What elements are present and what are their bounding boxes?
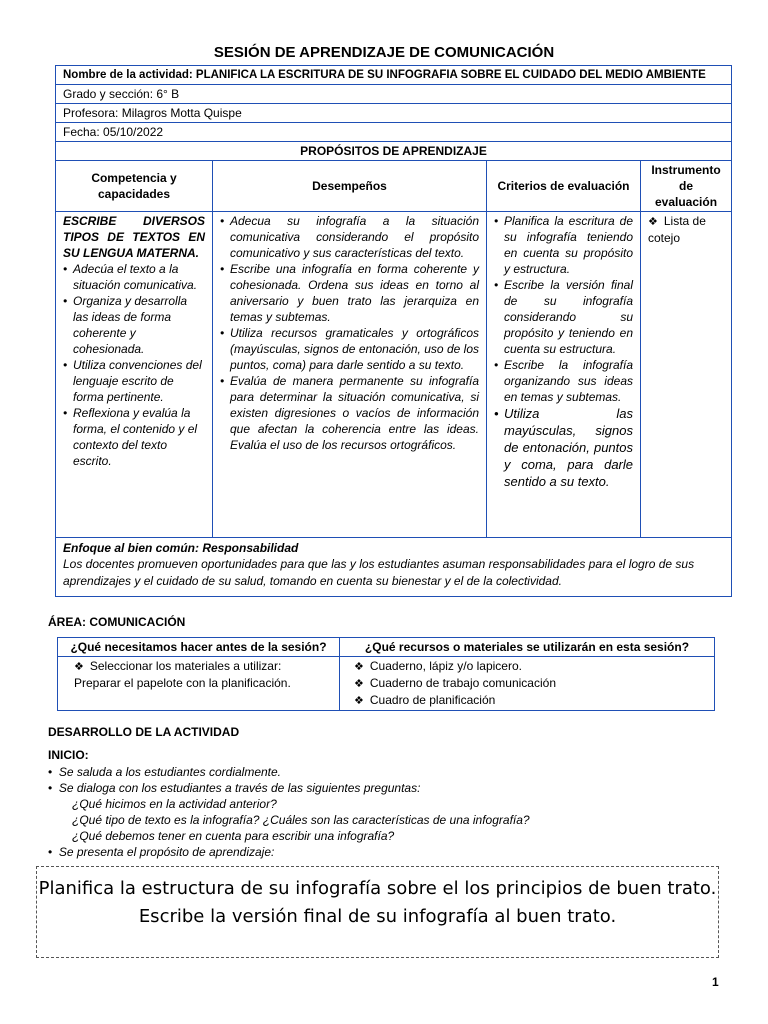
- resources-table: [57, 637, 715, 711]
- diamond-bullet-icon: ❖: [354, 678, 364, 690]
- material-item: Cuadro de planificación: [369, 693, 496, 707]
- competencia-cell: [56, 212, 213, 538]
- desempeno-item: • Adecua su infografía a la situación comunicativa considerando el propósito comunicativo y sus características del texto.: [220, 213, 479, 261]
- header-criterios: Criterios de evaluación: [487, 161, 641, 212]
- diamond-bullet-icon: ❖: [354, 661, 364, 673]
- antes-item: Seleccionar los materiales a utilizar:: [89, 659, 282, 673]
- page-title: SESIÓN DE APRENDIZAJE DE COMUNICACIÓN: [213, 44, 555, 61]
- instrumento-text: Lista de cotejo: [648, 214, 706, 245]
- date: Fecha: 05/10/2022: [56, 123, 732, 142]
- desempenos-cell: [213, 212, 487, 538]
- criterios-cell: [487, 212, 641, 538]
- purpose-box: Planifica la estructura de su infografía sobre el los principios de buen trato. Escribe la versión final de su infografía al buen trato.: [36, 866, 719, 958]
- header-antes: ¿Qué necesitamos hacer antes de la sesión?: [58, 638, 340, 657]
- bullet-icon: •: [48, 781, 59, 795]
- diamond-bullet-icon: ❖: [648, 216, 658, 228]
- inicio-list: [48, 764, 728, 860]
- teacher: Profesora: Milagros Motta Quispe: [56, 104, 732, 123]
- criterio-item: • Escribe la versión final de su infografía considerando su propósito y teniendo en cuenta su estructura.: [494, 277, 633, 357]
- area-label: ÁREA: COMUNICACIÓN: [48, 615, 186, 629]
- material-item: Cuaderno de trabajo comunicación: [369, 676, 556, 690]
- page-number: 1: [712, 975, 719, 989]
- instrumento-cell: [641, 212, 732, 538]
- header-desempenos: Desempeños: [213, 161, 487, 212]
- capacidad-item: • Utiliza convenciones del lenguaje escrito de forma pertinente.: [63, 357, 205, 405]
- inicio-question: ¿Qué hicimos en la actividad anterior?: [72, 797, 277, 811]
- capacidad-item: • Organiza y desarrolla las ideas de forma coherente y cohesionada.: [63, 293, 205, 357]
- inicio-line: Se saluda a los estudiantes cordialmente.: [58, 765, 282, 779]
- inicio-heading: INICIO:: [48, 748, 89, 762]
- competencia-title: ESCRIBE DIVERSOS TIPOS DE TEXTOS EN SU LENGUA MATERNA.: [63, 214, 205, 260]
- bullet-icon: •: [48, 845, 59, 859]
- header-materiales: ¿Qué recursos o materiales se utilizarán en esta sesión?: [340, 638, 715, 657]
- diamond-bullet-icon: ❖: [354, 695, 364, 707]
- session-table: [55, 65, 732, 597]
- inicio-line: Se dialoga con los estudiantes a través de las siguientes preguntas:: [58, 781, 421, 795]
- desarrollo-heading: DESARROLLO DE LA ACTIVIDAD: [48, 725, 240, 739]
- desempeno-item: • Utiliza recursos gramaticales y ortográficos (mayúsculas, signos de entonación, uso de los puntos, coma) para darle sentido a su texto.: [220, 325, 479, 373]
- inicio-question: ¿Qué debemos tener en cuenta para escribir una infografía?: [72, 829, 395, 843]
- inicio-line: Se presenta el propósito de aprendizaje:: [58, 845, 275, 859]
- materiales-cell: [340, 657, 715, 711]
- desempeno-item: • Escribe una infografía en forma coherente y cohesionada. Ordena sus ideas en torno al aniversario y buen trato las jerarquiza en temas y subtemas.: [220, 261, 479, 325]
- capacidad-item: • Reflexiona y evalúa la forma, el contenido y el contexto del texto escrito.: [63, 405, 205, 469]
- grade-section: Grado y sección: 6° B: [56, 85, 732, 104]
- diamond-bullet-icon: ❖: [74, 661, 84, 673]
- bullet-icon: •: [48, 765, 59, 779]
- enfoque-cell: [56, 538, 732, 597]
- activity-name: Nombre de la actividad: PLANIFICA LA ESCRITURA DE SU INFOGRAFIA SOBRE EL CUIDADO DEL MEDIO AMBIENTE: [56, 66, 732, 85]
- desempeno-item: • Evalúa de manera permanente su infografía para determinar la situación comunicativa, si existen digresiones o vacíos de información que afectan la coherencia entre las ideas. Evalúa el uso de los recursos ortográficos.: [220, 373, 479, 453]
- criterio-item: • Escribe la infografía organizando sus ideas en temas y subtemas.: [494, 357, 633, 405]
- header-competencia: Competencia y capacidades: [56, 161, 213, 212]
- inicio-question: ¿Qué tipo de texto es la infografía? ¿Cuáles son las características de una infografía?: [72, 813, 530, 827]
- antes-cell: [58, 657, 340, 711]
- material-item: Cuaderno, lápiz y/o lapicero.: [369, 659, 522, 673]
- header-instrumento: Instrumento de evaluación: [641, 161, 732, 212]
- enfoque-title: Enfoque al bien común: Responsabilidad: [63, 541, 299, 555]
- criterio-item: • Utiliza las mayúsculas, signos de entonación, puntos y coma, para darle sentido a su texto.: [494, 405, 633, 490]
- enfoque-text: Los docentes promueven oportunidades para que las y los estudiantes asuman responsabilidades para el logro de sus aprendizajes y el cuidado de su salud, tomando en cuenta su bienestar y el de la colectividad.: [63, 557, 695, 588]
- antes-item: Preparar el papelote con la planificación.: [74, 676, 291, 690]
- criterio-item: • Planifica la escritura de su infografía teniendo en cuenta su propósito y estructura.: [494, 213, 633, 277]
- purposes-title: PROPÓSITOS DE APRENDIZAJE: [56, 142, 732, 161]
- capacidad-item: • Adecúa el texto a la situación comunicativa.: [63, 261, 205, 293]
